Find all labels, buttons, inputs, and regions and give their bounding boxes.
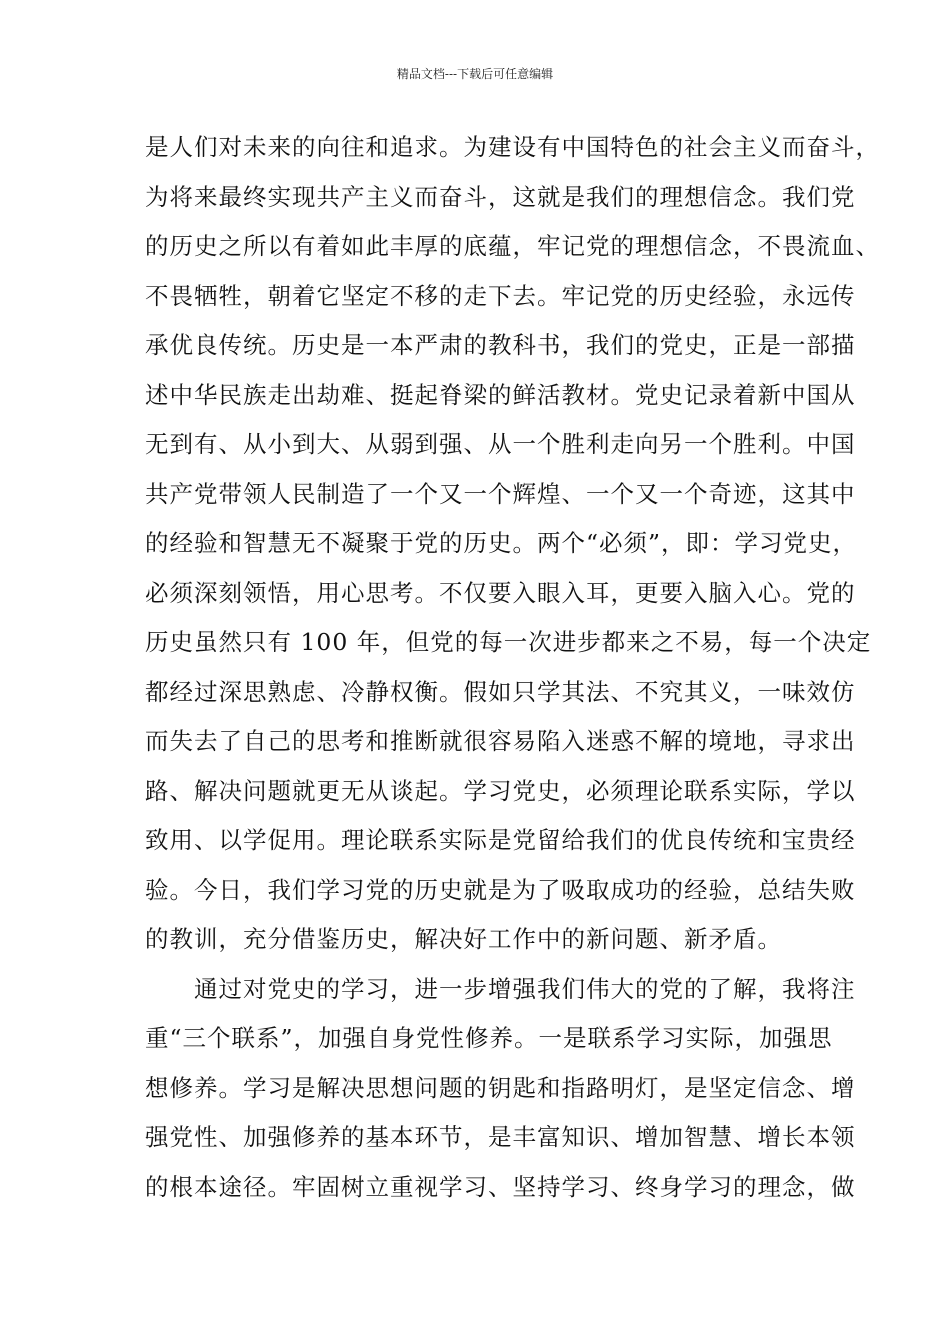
- text-line: 的教训，充分借鉴历史，解决好工作中的新问题、新矛盾。: [145, 925, 782, 953]
- text-line: 是人们对未来的向往和追求。为建设有中国特色的社会主义而奋斗，: [145, 133, 880, 161]
- paragraph-start-line: 通过对党史的学习，进一步增强我们伟大的党的了解，我将注: [145, 974, 856, 1003]
- text-line: 强党性、加强修养的基本环节，是丰富知识、增加智慧、增长本领: [145, 1123, 856, 1151]
- text-line: 路、解决问题就更无从谈起。学习党史，必须理论联系实际，学以: [145, 776, 856, 805]
- text-line: 致用、以学促用。理论联系实际是党留给我们的优良传统和宝贵经: [145, 826, 856, 854]
- text-line: 都经过深思熟虑、冷静权衡。假如只学其法、不究其义，一味效仿: [145, 677, 856, 706]
- text-line: 共产党带领人民制造了一个又一个辉煌、一个又一个奇迹，这其中: [145, 479, 856, 508]
- document-body: [145, 128, 880, 1217]
- text-line: 无到有、从小到大、从弱到强、从一个胜利走向另一个胜利。中国: [145, 430, 856, 458]
- text-line: 不畏牺牲，朝着它坚定不移的走下去。牢记党的历史经验，永远传: [145, 281, 856, 310]
- text-line: 验。今日，我们学习党的历史就是为了吸取成功的经验，总结失败: [145, 875, 856, 904]
- text-line: 述中华民族走出劫难、挺起脊梁的鲜活教材。党史记录着新中国从: [145, 380, 856, 409]
- text-line: 的根本途径。牢固树立重视学习、坚持学习、终身学习的理念，做: [145, 1172, 856, 1201]
- text-line: 的经验和智慧无不凝聚于党的历史。两个“必须”，即：学习党史，: [145, 529, 858, 557]
- text-line: 想修养。学习是解决思想问题的钥匙和指路明灯，是坚定信念、增: [145, 1073, 856, 1102]
- text-line: 为将来最终实现共产主义而奋斗，这就是我们的理想信念。我们党: [145, 182, 856, 211]
- text-line: 必须深刻领悟，用心思考。不仅要入眼入耳，更要入脑入心。党的: [145, 578, 856, 607]
- text-line: 重“三个联系”，加强自身党性修养。一是联系学习实际，加强思: [145, 1024, 833, 1052]
- text-line: 而失去了自己的思考和推断就很容易陷入迷惑不解的境地，寻求出: [145, 727, 856, 755]
- page-header: 精品文档---下载后可任意编辑: [396, 67, 554, 81]
- text-line: 的历史之所以有着如此丰厚的底蕴，牢记党的理想信念，不畏流血、: [145, 232, 880, 260]
- text-line: 历史虽然只有 100 年，但党的每一次进步都来之不易，每一个决定: [145, 628, 872, 656]
- text-line: 承优良传统。历史是一本严肃的教科书，我们的党史，正是一部描: [145, 331, 856, 359]
